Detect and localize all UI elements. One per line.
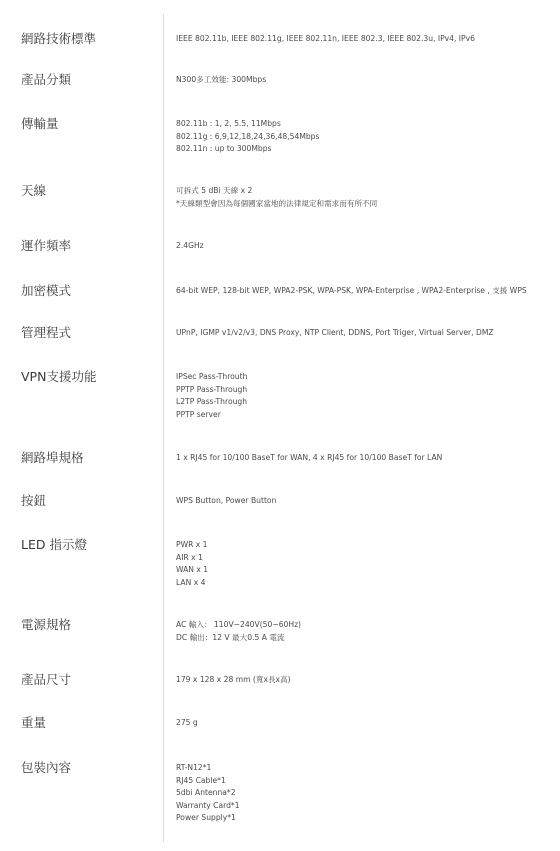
spec-value-line: RT-N12*1 xyxy=(176,763,212,772)
spec-value-line: AIR x 1 xyxy=(176,552,203,562)
spec-value-line: 5dbi Antenna*2 xyxy=(176,788,236,797)
spec-value-line: DC 輸出：12 V 最大0.5 A 電流 xyxy=(176,632,285,642)
spec-value-line: PWR x 1 xyxy=(176,540,208,549)
spec-value-line: 802.11b : 1, 2, 5.5, 11Mbps xyxy=(176,119,281,128)
spec-value-line: 64-bit WEP, 128-bit WEP, WPA2-PSK, WPA-PSK, WPA-Enterprise , WPA2-Enterprise , 支援 WPS xyxy=(176,286,527,295)
spec-value-line: 2.4GHz xyxy=(176,241,204,250)
spec-label: 管理程式 xyxy=(21,325,72,340)
spec-value xyxy=(176,33,475,46)
spec-value xyxy=(176,185,377,210)
spec-value-line: IEEE 802.11b, IEEE 802.11g, IEEE 802.11n, IEEE 802.3, IEEE 802.3u, IPv4, IPv6 xyxy=(176,34,475,43)
spec-value-line: IPSec Pass-Throuth xyxy=(176,372,248,381)
spec-label: 電源規格 xyxy=(21,617,72,632)
spec-label: 加密模式 xyxy=(21,283,72,298)
spec-value-line: PPTP Pass-Through xyxy=(176,384,248,394)
spec-label: 網路技術標準 xyxy=(21,31,97,46)
spec-value-line: L2TP Pass-Through xyxy=(176,397,248,406)
spec-value-line: WPS Button, Power Button xyxy=(176,496,277,505)
spec-value xyxy=(176,495,276,508)
column-divider xyxy=(163,14,164,842)
spec-value-line: PPTP server xyxy=(176,409,221,419)
spec-value-line: 275 g xyxy=(176,718,198,727)
spec-label: 包裝內容 xyxy=(21,760,72,775)
spec-label: VPN支援功能 xyxy=(21,369,97,384)
spec-label: 天線 xyxy=(21,183,47,198)
spec-label: 重量 xyxy=(21,715,47,730)
spec-value-line: RJ45 Cable*1 xyxy=(176,775,226,785)
spec-value-line: 179 x 128 x 28 mm (寬x長x高) xyxy=(176,675,291,684)
spec-value-line: WAN x 1 xyxy=(176,565,209,574)
spec-value xyxy=(176,619,301,644)
spec-value-line: 1 x RJ45 for 10/100 BaseT for WAN, 4 x RJ45 for 10/100 BaseT for LAN xyxy=(176,453,443,462)
spec-value xyxy=(176,452,442,465)
spec-value-line: N300多工效能: 300Mbps xyxy=(176,75,267,84)
spec-value-line: LAN x 4 xyxy=(176,577,206,587)
spec-value xyxy=(176,717,198,730)
spec-label: 按鈕 xyxy=(21,493,47,508)
spec-value-line: Power Supply*1 xyxy=(176,813,236,822)
spec-value xyxy=(176,674,291,687)
spec-label: 產品分類 xyxy=(21,72,72,87)
spec-value-line: UPnP, IGMP v1/v2/v3, DNS Proxy, NTP Client, DDNS, Port Triger, Virtual Server, DMZ xyxy=(176,328,494,337)
spec-value xyxy=(176,240,204,253)
spec-label: 產品尺寸 xyxy=(21,672,72,687)
spec-value xyxy=(176,118,319,156)
spec-value-line: 802.11n : up to 300Mbps xyxy=(176,144,272,153)
spec-value-line: AC 輸入： 110V~240V(50~60Hz) xyxy=(176,620,302,629)
spec-label: 網路埠規格 xyxy=(21,450,84,465)
spec-value xyxy=(176,371,247,421)
spec-value xyxy=(176,327,494,340)
spec-label: 運作頻率 xyxy=(21,238,72,253)
spec-label: LED 指示燈 xyxy=(21,537,87,552)
spec-value-line: 802.11g : 6,9,12,18,24,36,48,54Mbps xyxy=(176,131,320,141)
spec-value xyxy=(176,539,208,589)
spec-value xyxy=(176,762,240,825)
spec-value-line: Warranty Card*1 xyxy=(176,800,240,810)
spec-value-line: 可拆式 5 dBi 天線 x 2 xyxy=(176,186,253,195)
spec-value xyxy=(176,285,527,298)
spec-value xyxy=(176,74,266,87)
spec-value-line: *天線類型會因為每個國家當地的法律規定和需求而有所不同 xyxy=(176,198,378,208)
spec-label: 傳輸量 xyxy=(21,116,59,131)
